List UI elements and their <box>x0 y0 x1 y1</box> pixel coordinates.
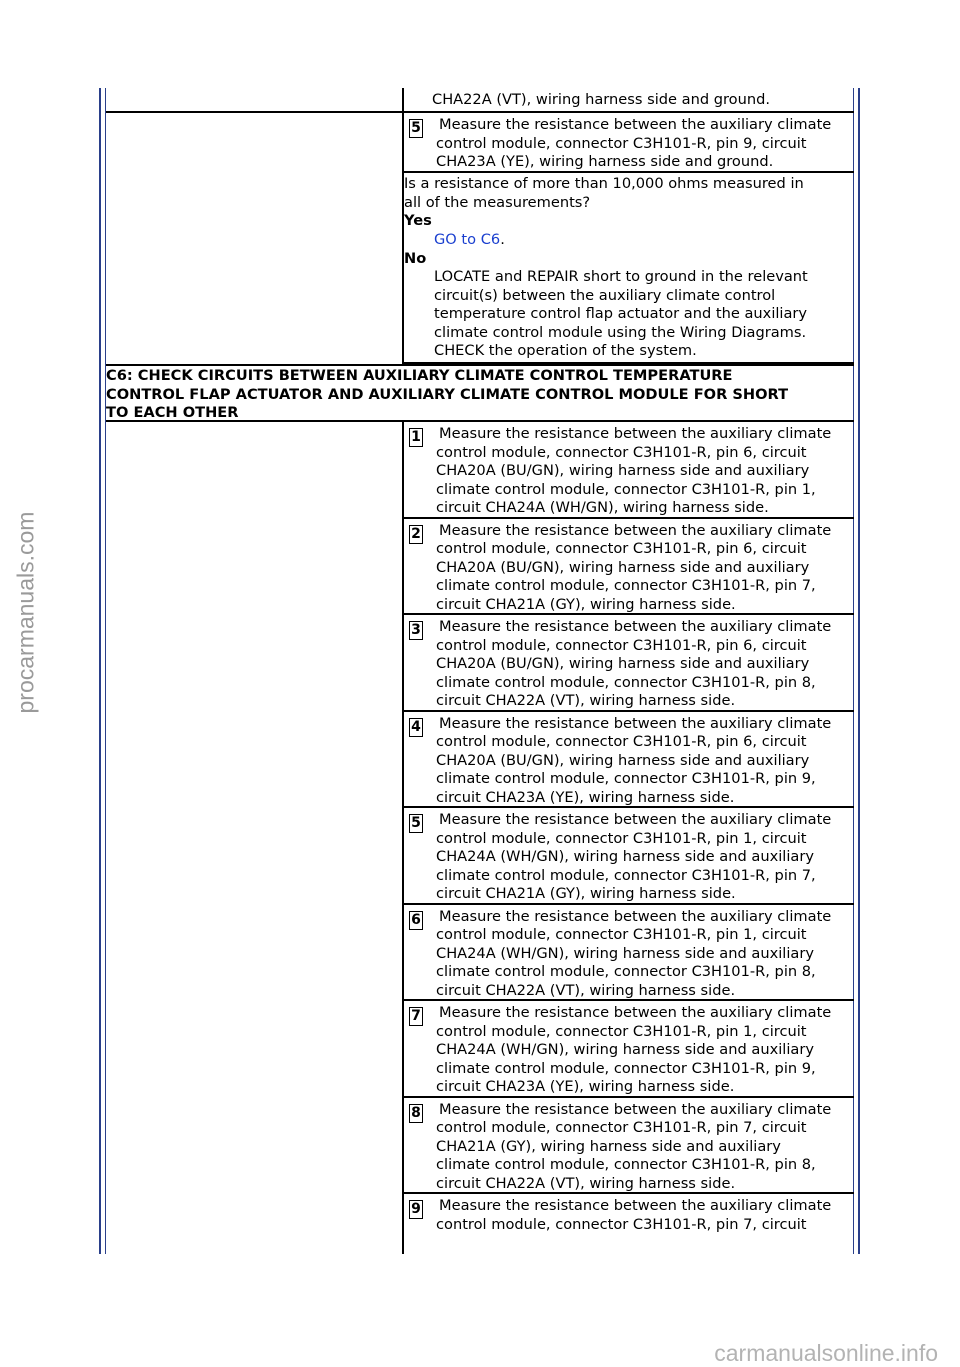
step-line: CHA23A (YE), wiring harness side and ground. <box>436 153 774 170</box>
step-line: Measure the resistance between the auxiliary climate <box>439 618 832 635</box>
step-line: climate control module, connector C3H101-R, pin 7, <box>436 866 816 884</box>
step-line: Measure the resistance between the auxiliary climate <box>439 907 832 925</box>
step-number: 7 <box>409 1007 423 1026</box>
step-line: climate control module, connector C3H101-R, pin 9, <box>436 770 816 787</box>
step-line: circuit CHA21A (GY), wiring harness side. <box>436 885 736 902</box>
question-text: all of the measurements? <box>404 193 591 211</box>
step-line: climate control module, connector C3H101-R, pin 8, <box>436 673 816 691</box>
continuation-text: CHA22A (VT), wiring harness side and ground. <box>432 91 771 108</box>
step-line: Measure the resistance between the auxiliary climate <box>439 1100 832 1118</box>
footer-watermark: carmanualsonline.info <box>714 1340 938 1366</box>
step-line: CHA24A (WH/GN), wiring harness side and auxiliary <box>436 848 814 865</box>
step-number: 5 <box>409 814 423 833</box>
step-line: circuit CHA24A (WH/GN), wiring harness side. <box>436 499 769 516</box>
question-text: Is a resistance of more than 10,000 ohms measured in <box>404 175 804 192</box>
step-number: 1 <box>409 428 423 447</box>
step-line: Measure the resistance between the auxiliary climate <box>439 521 832 539</box>
step-6 <box>402 905 854 1002</box>
c6-heading-line: CONTROL FLAP ACTUATOR AND AUXILIARY CLIMATE CONTROL MODULE FOR SHORT <box>106 385 789 403</box>
c6-heading-line: C6: CHECK CIRCUITS BETWEEN AUXILIARY CLIMATE CONTROL TEMPERATURE <box>106 367 733 384</box>
step-line: circuit CHA22A (VT), wiring harness side. <box>436 981 736 999</box>
step-number: 5 <box>409 119 423 138</box>
step-line: CHA20A (BU/GN), wiring harness side and auxiliary <box>436 558 810 576</box>
step-line: climate control module, connector C3H101-R, pin 8, <box>436 963 816 980</box>
step-5 <box>402 808 854 905</box>
step-line: circuit CHA23A (YE), wiring harness side. <box>436 1078 735 1095</box>
step-line: control module, connector C3H101-R, pin 6, circuit <box>436 733 807 750</box>
step-line: control module, connector C3H101-R, pin 1, circuit <box>436 829 807 847</box>
step-line: circuit CHA23A (YE), wiring harness side. <box>436 788 735 806</box>
step-line: control module, connector C3H101-R, pin 6, circuit <box>436 443 807 461</box>
left-cell-divider <box>106 111 402 113</box>
no-action-line: climate control module using the Wiring Diagrams. <box>434 323 807 341</box>
step-line: control module, connector C3H101-R, pin 9, circuit <box>436 134 807 152</box>
step-5-previous <box>402 113 854 173</box>
step-line: Measure the resistance between the auxiliary climate <box>439 1197 832 1214</box>
step-line: control module, connector C3H101-R, pin 7, circuit <box>436 1215 807 1233</box>
step-line: climate control module, connector C3H101-R, pin 8, <box>436 1156 816 1173</box>
c6-heading <box>106 364 854 422</box>
step-9 <box>402 1194 854 1254</box>
step-line: circuit CHA21A (GY), wiring harness side. <box>436 595 736 613</box>
step-3 <box>402 615 854 712</box>
step-8 <box>402 1098 854 1195</box>
step-line: control module, connector C3H101-R, pin 1, circuit <box>436 926 807 943</box>
step-line: climate control module, connector C3H101-R, pin 1, <box>436 480 816 498</box>
step-number: 9 <box>409 1200 423 1219</box>
go-to-c6-link[interactable]: GO to C6 <box>434 231 501 248</box>
step-line: climate control module, connector C3H101-R, pin 9, <box>436 1059 816 1077</box>
no-action-line: LOCATE and REPAIR short to ground in the relevant <box>434 268 808 285</box>
question-cell <box>402 173 854 364</box>
step-line: control module, connector C3H101-R, pin 1, circuit <box>436 1022 807 1040</box>
step-number: 2 <box>409 525 423 544</box>
no-action-line: circuit(s) between the auxiliary climate control <box>434 286 776 304</box>
step-line: CHA20A (BU/GN), wiring harness side and auxiliary <box>436 462 810 479</box>
yes-action <box>434 231 505 250</box>
step-number: 6 <box>409 911 423 930</box>
continuation-cell <box>402 88 854 113</box>
step-number: 4 <box>409 718 423 737</box>
step-line: climate control module, connector C3H101-R, pin 7, <box>436 577 816 594</box>
step-line: control module, connector C3H101-R, pin 6, circuit <box>436 540 807 557</box>
step-1 <box>402 422 854 519</box>
step-line: CHA20A (BU/GN), wiring harness side and auxiliary <box>436 751 810 769</box>
right-border-outer <box>858 88 860 1254</box>
left-border-inner <box>105 88 106 1254</box>
step-line: control module, connector C3H101-R, pin 6, circuit <box>436 636 807 654</box>
step-number: 8 <box>409 1104 423 1123</box>
side-watermark: procarmanuals.com <box>12 511 39 714</box>
no-label: No <box>404 249 427 267</box>
step-7 <box>402 1001 854 1098</box>
step-number: 3 <box>409 621 423 640</box>
step-line: Measure the resistance between the auxiliary climate <box>439 811 832 828</box>
step-line: circuit CHA22A (VT), wiring harness side. <box>436 692 736 709</box>
yes-suffix: . <box>500 231 505 248</box>
step-line: control module, connector C3H101-R, pin 7, circuit <box>436 1119 807 1136</box>
step-line: CHA24A (WH/GN), wiring harness side and auxiliary <box>436 944 814 962</box>
yes-label: Yes <box>404 212 432 229</box>
step-2 <box>402 519 854 616</box>
step-line: Measure the resistance between the auxiliary climate <box>439 1004 832 1021</box>
step-line: Measure the resistance between the auxiliary climate <box>439 714 832 732</box>
step-line: Measure the resistance between the auxiliary climate <box>439 425 832 442</box>
no-action-line: temperature control flap actuator and the auxiliary <box>434 305 808 322</box>
no-action-line: CHECK the operation of the system. <box>434 342 697 359</box>
step-line: circuit CHA22A (VT), wiring harness side. <box>436 1174 736 1192</box>
step-4 <box>402 712 854 809</box>
step-line: Measure the resistance between the auxiliary climate <box>439 116 832 133</box>
step-line: CHA24A (WH/GN), wiring harness side and auxiliary <box>436 1041 814 1058</box>
step-line: CHA21A (GY), wiring harness side and auxiliary <box>436 1137 781 1155</box>
c6-heading-line: TO EACH OTHER <box>106 404 239 421</box>
step-line: CHA20A (BU/GN), wiring harness side and auxiliary <box>436 655 810 672</box>
left-border-outer <box>99 88 101 1254</box>
